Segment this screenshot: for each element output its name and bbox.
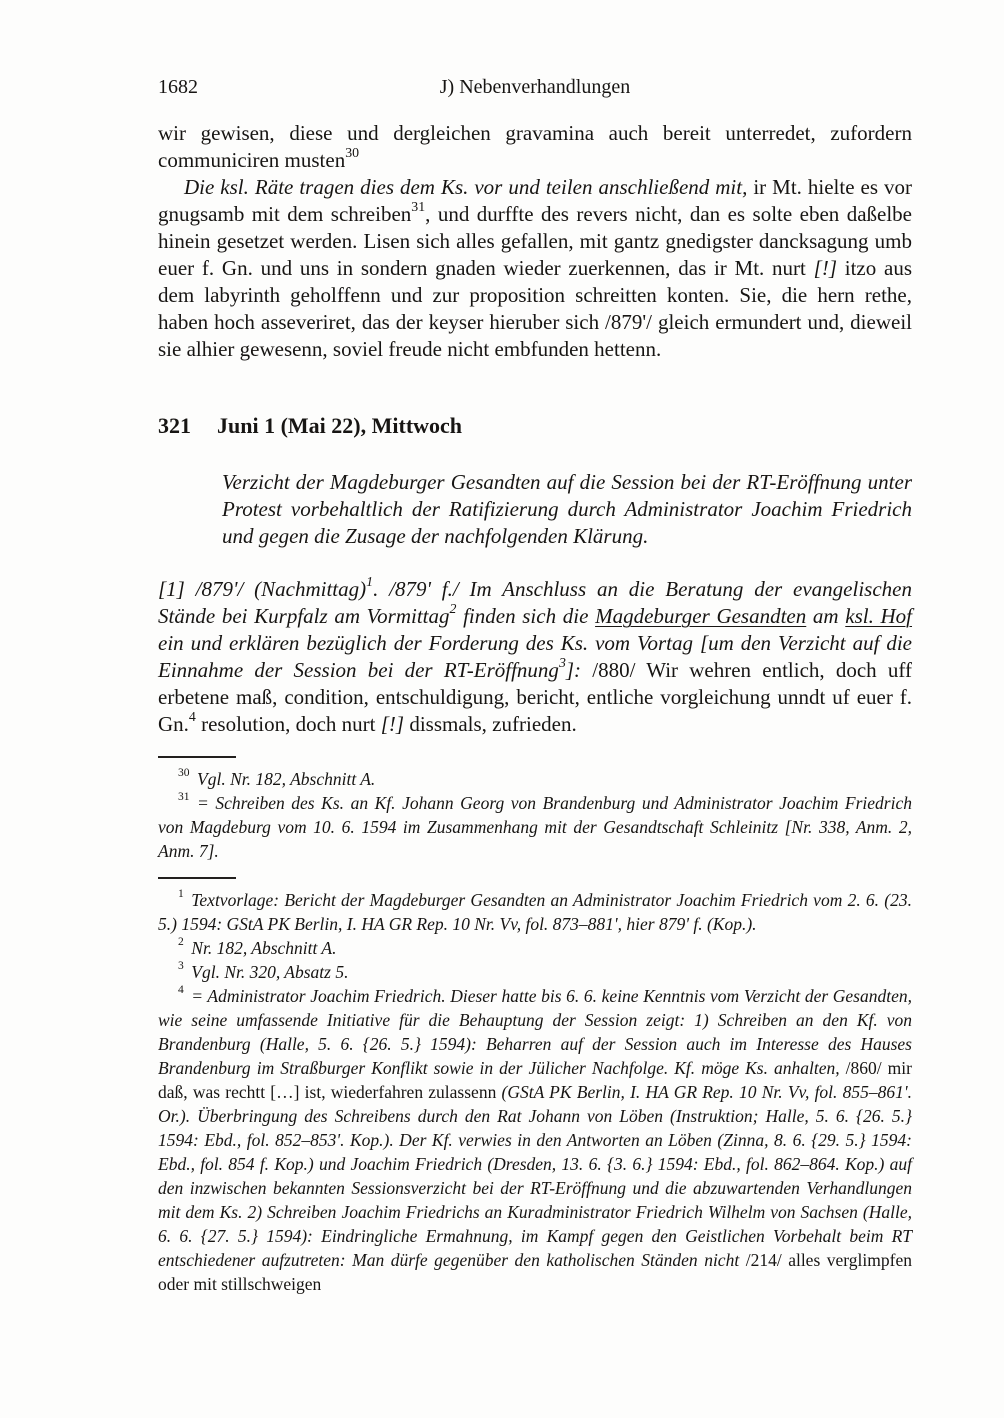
text-run: [!] bbox=[813, 256, 837, 280]
entry-date-heading: Juni 1 (Mai 22), Mittwoch bbox=[217, 413, 463, 438]
text-run: resolution, doch nurt bbox=[195, 712, 381, 736]
text-run: = Administrator Joachim Friedrich. Dieser hatte bis 6. 6. keine Kenntnis vom Verzicht der Gesandten, wie seine umfassende Initiative für die Behauptung der Session zeigt: 1) Schreiben an den Kf. von Brandenburg (Halle, 5. 6. {26. 5.} 1594): Beharren auf der Session auch im Interesse des Hauses Brandenburg im Straßburger Konflikt sowie in der Jülicher Nachfolge. Kf. möge Ks. anhalten, bbox=[158, 986, 912, 1078]
footnote-number: 1 bbox=[178, 888, 184, 901]
footnote-number: 2 bbox=[178, 936, 184, 949]
footnote-separator-rule-lower bbox=[158, 877, 236, 879]
entry-summary: Verzicht der Magdeburger Gesandten auf die Session bei der RT-Eröffnung unter Protest vorbehaltlich der Ratifizierung durch Administrator Joachim Friedrich und gegen die Zusage der nachfolgenden Klärung. bbox=[222, 470, 912, 548]
footnote-number: 30 bbox=[178, 767, 190, 780]
text-run: /880/ Wir wehren entlich, doch uff erbetene maß, condition, entschuldigung, bericht, entliche vorgleichung unndt uf euer f. Gn. bbox=[158, 658, 912, 736]
text-run: ]: bbox=[565, 658, 582, 682]
footnote-3 bbox=[158, 960, 912, 984]
text-run: (GStA PK Berlin, I. HA GR Rep. 10 Nr. Vv, fol. 855–861'. Or.). Überbringung des Schreibens durch den Rat Johann von Löben (Instruktion; Halle, 5. 6. {26. 5.} 1594: Ebd., fol. 852–853'. Kop.). Der Kf. verwies in den Antworten an Löben (Zinna, 8. 6. {29. 5.} 1594: Ebd., fol. 854 f. Kop.) und Joachim Friedrich (Dresden, 13. 6. {3. 6.} 1594: Ebd., fol. 862–864. Kop.) auf den inzwischen bekannten Sessionsverzicht bei der RT-Eröffnung und die abzuwartenden Verhandlungen mit dem Ks. 2) Schreiben Joachim Friedrichs an Kuradministrator Friedrich Wilhelm von Sachsen (Halle, 6. 6. {27. 5.} 1594): Eindringliche Ermahnung, im Kampf gegen den Geistlichen Vorbehalt beim RT entschiedener aufzutreten: Man dürfe gegenüber den katholischen Ständen nicht bbox=[158, 1082, 912, 1270]
footnote-number: 3 bbox=[178, 960, 184, 973]
footnote-30 bbox=[158, 767, 912, 791]
text-run: , und durffte des revers nicht, dan es solte eben daßelbe hinein gesetzet werden. Lisen sich alles gefallen, mit gantz gnedigster dancksagung umb euer f. Gn. und uns in sondern gnaden wieder zuerkennen, das ir Mt. nurt bbox=[158, 202, 913, 280]
footnote-marker: 1 bbox=[366, 573, 374, 589]
page-number: 1682 bbox=[158, 76, 198, 98]
text-run: Magdeburger Gesandten bbox=[595, 604, 807, 628]
body-paragraph bbox=[158, 174, 912, 363]
text-run: ksl. Hof bbox=[845, 604, 913, 628]
footnote-separator-rule-upper bbox=[158, 756, 236, 758]
footnote-1 bbox=[158, 888, 912, 936]
text-run: ir Mt. hielte es vor gnugsamb mit dem schreiben bbox=[158, 175, 912, 226]
footnotes-upper bbox=[158, 767, 912, 863]
text-run: /214/ alles verglimpfen oder mit stillschweigen bbox=[158, 1250, 912, 1294]
text-column bbox=[158, 120, 912, 1296]
text-run: /860/ mir daß, was rechtt […] ist, wiederfahren zulassenn bbox=[158, 1058, 912, 1102]
text-run: [1] /879'/ (Nachmittag) bbox=[158, 577, 367, 601]
text-run: Vgl. Nr. 320, Absatz 5. bbox=[191, 962, 349, 982]
running-head bbox=[158, 76, 912, 102]
body-text bbox=[158, 120, 912, 363]
footnotes-lower bbox=[158, 888, 912, 1296]
footnote-31 bbox=[158, 791, 912, 863]
text-run: = Schreiben des Ks. an Kf. Johann Georg von Brandenburg und Administrator Joachim Friedrich von Magdeburg vom 10. 6. 1594 im Zusammenhang mit der Gesandtschaft Schleinitz [Nr. 338, Anm. 2, Anm. 7]. bbox=[158, 793, 912, 861]
text-run: dissmals, zufrieden. bbox=[404, 712, 577, 736]
footnote-number: 31 bbox=[178, 791, 190, 804]
footnote-marker: 30 bbox=[345, 144, 360, 160]
footnote-marker: 4 bbox=[188, 708, 196, 724]
entry-heading bbox=[158, 413, 912, 439]
text-run: ein und erklären bezüglich der Forderung des Ks. vom Vortag [um den Verzicht auf die Einnahme der Session bei der RT-Eröffnung bbox=[158, 631, 912, 682]
text-run: . /879' f./ Im Anschluss an die Beratung der evangelischen Stände bei Kurpfalz am Vormittag bbox=[158, 577, 912, 628]
text-run: am bbox=[806, 604, 846, 628]
footnote-marker: 2 bbox=[449, 600, 457, 616]
running-title: J) Nebenverhandlungen bbox=[439, 76, 631, 98]
footnote-marker: 31 bbox=[411, 198, 426, 214]
text-run: Vgl. Nr. 182, Abschnitt A. bbox=[197, 769, 376, 789]
footnote-2 bbox=[158, 936, 912, 960]
text-run: Die ksl. Räte tragen dies dem Ks. vor und teilen anschließend mit, bbox=[184, 175, 748, 199]
footnote-marker: 3 bbox=[558, 654, 566, 670]
text-run: finden sich die bbox=[456, 604, 596, 628]
text-run: Textvorlage: Bericht der Magdeburger Gesandten an Administrator Joachim Friedrich vom 2. 6. (23. 5.) 1594: GStA PK Berlin, I. HA GR Rep. 10 Nr. Vv, fol. 873–881', hier 879' f. (Kop.). bbox=[158, 890, 912, 934]
footnote-number: 4 bbox=[178, 984, 184, 997]
body-paragraph bbox=[158, 120, 912, 174]
text-run: [!] bbox=[380, 712, 405, 736]
text-run: Nr. 182, Abschnitt A. bbox=[191, 938, 337, 958]
text-run: itzo aus dem labyrinth geholffenn und zur proposition schreitten konten. Sie, die hern rethe, haben hoch asseveriret, das der keyser hieruber sich /879'/ gleich ermundert und, dieweil sie alhier gewesenn, soviel freude nicht embfunden hettenn. bbox=[158, 256, 913, 361]
entry-number: 321 bbox=[158, 413, 191, 438]
entry-body-paragraph bbox=[158, 573, 913, 738]
text-run: wir gewisen, diese und dergleichen gravamina auch bereit unterredet, zufordern communiciren musten bbox=[158, 121, 912, 172]
footnote-4 bbox=[158, 984, 912, 1296]
